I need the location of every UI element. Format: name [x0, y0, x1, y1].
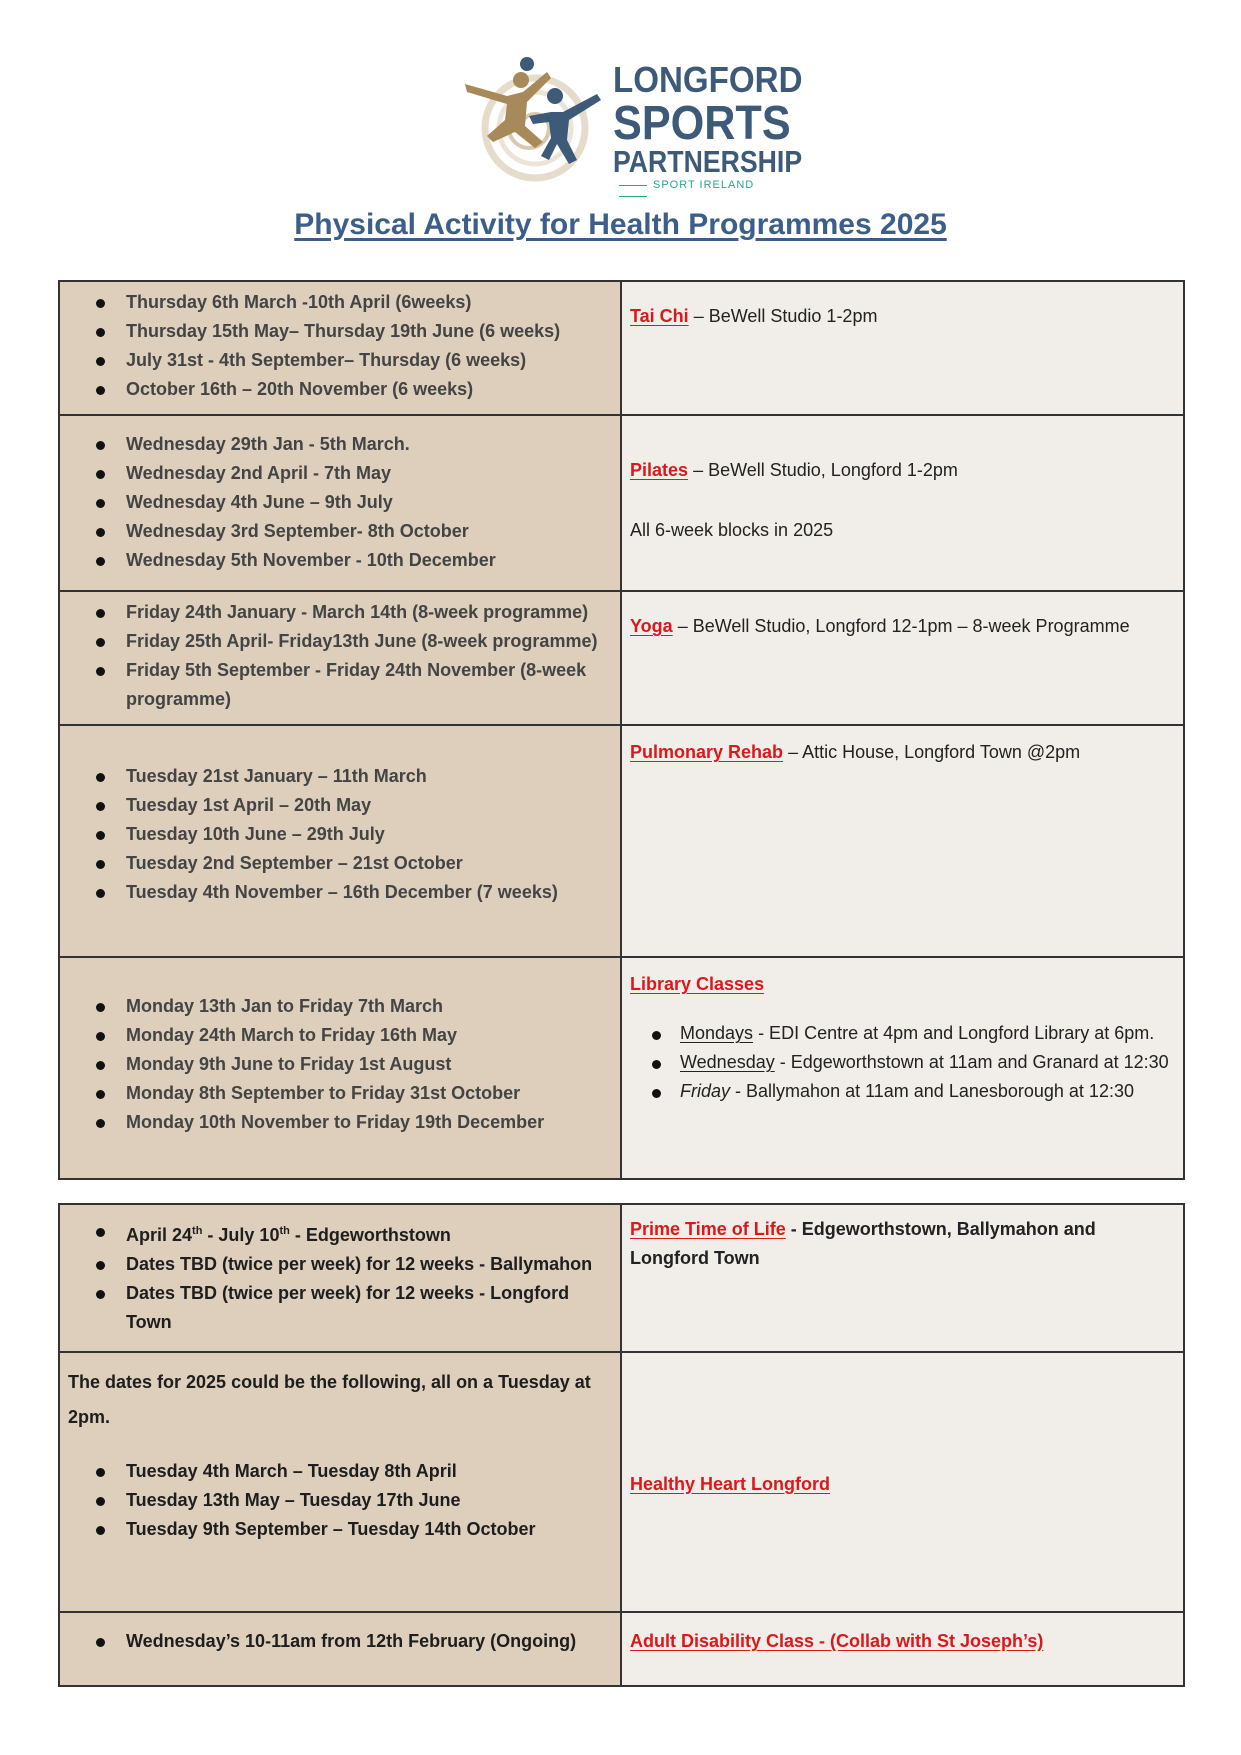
dates-cell: [59, 1612, 621, 1686]
date-item: July 31st - 4th September– Thursday (6 weeks): [68, 346, 612, 375]
programme-link-library-classes[interactable]: Library Classes: [630, 974, 765, 994]
dates-cell: [59, 281, 621, 415]
dates-cell: [59, 591, 621, 725]
date-part: - Edgeworthstown: [289, 1225, 451, 1245]
programme-cell: [621, 281, 1184, 415]
logo-line-3: PARTNERSHIP: [613, 144, 803, 179]
date-item: Thursday 15th May– Thursday 19th June (6 weeks): [68, 317, 612, 346]
class-day: Wednesday: [680, 1052, 775, 1072]
class-item-wednesday: [630, 1048, 1175, 1077]
programme-link-healthy-heart[interactable]: Healthy Heart Longford: [630, 1473, 831, 1494]
programme-cell: [621, 415, 1184, 591]
table-row-prime-time-of-life: [59, 1204, 1184, 1352]
date-item: Friday 25th April- Friday13th June (8-week programme): [68, 627, 612, 656]
dates-cell: [59, 725, 621, 957]
schedule-table-1: [58, 280, 1185, 1180]
programme-cell: [621, 1204, 1184, 1352]
table-row-yoga: [59, 591, 1184, 725]
logo-line-1: LONGFORD: [613, 59, 803, 100]
class-text: - Edgeworthstown at 11am and Granard at 12:30: [779, 1052, 1169, 1072]
programme-link-yoga[interactable]: Yoga: [630, 616, 673, 636]
programme-detail: - Edgeworthstown, Ballymahon and Longford Town: [630, 1219, 1096, 1268]
table-row-tai-chi: [59, 281, 1184, 415]
date-item: Friday 5th September - Friday 24th November (8-week programme): [68, 656, 612, 714]
date-item: [68, 1217, 612, 1250]
programme-heading: [630, 456, 1175, 485]
table-row-pilates: [59, 415, 1184, 591]
programme-link-prime-time-of-life[interactable]: Prime Time of Life: [630, 1219, 786, 1239]
date-item: Tuesday 4th November – 16th December (7 weeks): [68, 878, 612, 907]
date-item: Dates TBD (twice per week) for 12 weeks - Ballymahon: [68, 1250, 612, 1279]
class-text: - EDI Centre at 4pm and Longford Library at 6pm.: [758, 1023, 1155, 1043]
sports-partnership-figures-icon: [463, 56, 603, 186]
date-item: Monday 13th Jan to Friday 7th March: [68, 992, 612, 1021]
dates-list: [68, 430, 612, 575]
date-item: Wednesday 2nd April - 7th May: [68, 459, 612, 488]
library-class-list: [630, 1019, 1175, 1106]
dates-list: [68, 1627, 612, 1656]
dates-list: [68, 1457, 612, 1544]
class-text: - Ballymahon at 11am and Lanesborough at 12:30: [735, 1081, 1134, 1101]
table-row-adult-disability: [59, 1612, 1184, 1686]
date-part: - July 10: [202, 1225, 280, 1245]
programme-cell: [621, 591, 1184, 725]
dates-list: [68, 288, 612, 404]
table-row-healthy-heart: [59, 1352, 1184, 1612]
dates-list: [68, 992, 612, 1137]
date-item: Wednesday 4th June – 9th July: [68, 488, 612, 517]
date-item: Wednesday 5th November - 10th December: [68, 546, 612, 575]
dates-intro: The dates for 2025 could be the following, all on a Tuesday at 2pm.: [68, 1372, 591, 1427]
date-item: Tuesday 9th September – Tuesday 14th October: [68, 1515, 612, 1544]
date-item: Dates TBD (twice per week) for 12 weeks - Longford Town: [68, 1279, 612, 1337]
date-item: Tuesday 10th June – 29th July: [68, 820, 612, 849]
date-item: Tuesday 4th March – Tuesday 8th April: [68, 1457, 612, 1486]
longford-sports-partnership-logo: [463, 56, 803, 191]
page-title: [0, 208, 1241, 242]
date-item: Monday 10th November to Friday 19th December: [68, 1108, 612, 1137]
programme-link-pilates[interactable]: Pilates: [630, 460, 689, 480]
page-title-text: Physical Activity for Health Programmes 2025: [294, 208, 947, 241]
date-item: Thursday 6th March -10th April (6weeks): [68, 288, 612, 317]
programme-cell: [621, 957, 1184, 1179]
class-day: Mondays: [680, 1023, 754, 1043]
programme-detail: – Attic House, Longford Town @2pm: [788, 742, 1081, 762]
table-row-pulmonary-rehab: [59, 725, 1184, 957]
programme-detail: – BeWell Studio, Longford 1-2pm: [693, 460, 958, 480]
dates-list: [68, 598, 612, 714]
date-item: Tuesday 2nd September – 21st October: [68, 849, 612, 878]
logo-line-2: SPORTS: [613, 97, 791, 150]
date-suffix: th: [192, 1225, 203, 1237]
programme-link-tai-chi[interactable]: Tai Chi: [630, 306, 689, 326]
table-row-library-classes: [59, 957, 1184, 1179]
class-day: Friday: [680, 1081, 731, 1101]
date-item: October 16th – 20th November (6 weeks): [68, 375, 612, 404]
programme-cell: [621, 725, 1184, 957]
dates-cell: [59, 1352, 621, 1612]
date-item: Monday 9th June to Friday 1st August: [68, 1050, 612, 1079]
programme-link-adult-disability[interactable]: Adult Disability Class - (Collab with St Joseph’s): [630, 1631, 1044, 1651]
programme-note: All 6-week blocks in 2025: [630, 520, 834, 540]
date-item: Tuesday 21st January – 11th March: [68, 762, 612, 791]
date-item: Friday 24th January - March 14th (8-week programme): [68, 598, 612, 627]
date-item: Wednesday 29th Jan - 5th March.: [68, 430, 612, 459]
logo-tagline: [613, 180, 793, 202]
date-part: April 24: [126, 1225, 193, 1245]
date-suffix: th: [279, 1225, 290, 1237]
date-item: Tuesday 13th May – Tuesday 17th June: [68, 1486, 612, 1515]
date-item: Wednesday 3rd September- 8th October: [68, 517, 612, 546]
dates-list: [68, 1217, 612, 1337]
date-item: Tuesday 1st April – 20th May: [68, 791, 612, 820]
date-item: Wednesday’s 10-11am from 12th February (Ongoing): [68, 1627, 612, 1656]
logo-wordmark: [613, 59, 803, 202]
class-item-mondays: [630, 1019, 1175, 1048]
date-item: Monday 8th September to Friday 31st October: [68, 1079, 612, 1108]
dates-list: [68, 762, 612, 907]
dates-cell: [59, 957, 621, 1179]
schedule-table-2: [58, 1203, 1185, 1687]
programme-detail: – BeWell Studio 1-2pm: [693, 306, 878, 326]
logo-tagline-text: SPORT IRELAND: [653, 179, 755, 191]
class-item-friday: [630, 1077, 1175, 1106]
date-item: Monday 24th March to Friday 16th May: [68, 1021, 612, 1050]
programme-cell: [621, 1352, 1184, 1612]
programme-link-pulmonary-rehab[interactable]: Pulmonary Rehab: [630, 742, 784, 762]
programme-detail: – BeWell Studio, Longford 12-1pm – 8-week Programme: [677, 616, 1130, 636]
dates-cell: [59, 1204, 621, 1352]
programme-cell: [621, 1612, 1184, 1686]
dates-cell: [59, 415, 621, 591]
